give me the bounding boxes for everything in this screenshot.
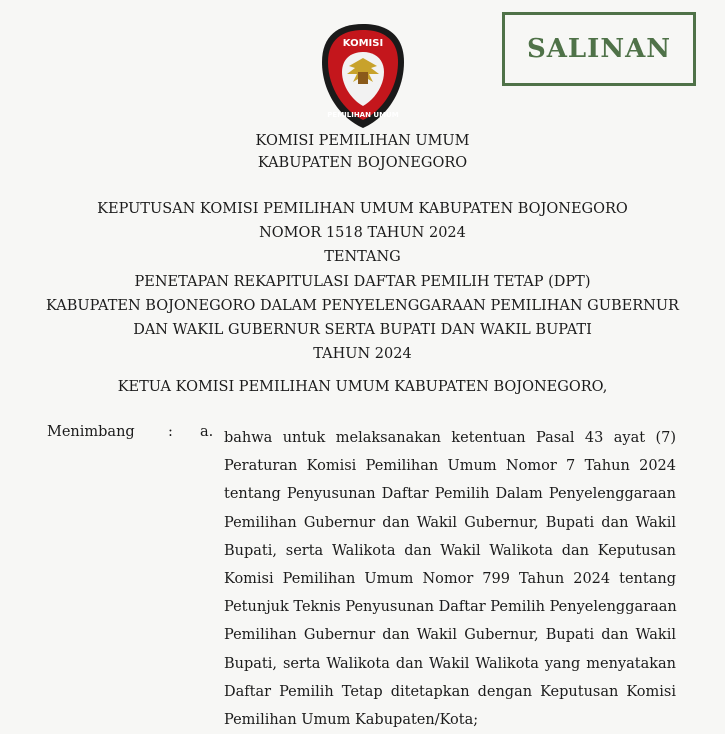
- decree-subject-line: KABUPATEN BOJONEGORO DALAM PENYELENGGARAAN PEMILIHAN GUBERNUR: [46, 297, 679, 314]
- paragraph-line: Peraturan Komisi Pemilihan Umum Nomor 7 Tahun 2024: [224, 458, 676, 475]
- considering-label: Menimbang: [47, 424, 135, 440]
- chair-heading: KETUA KOMISI PEMILIHAN UMUM KABUPATEN BOJONEGORO,: [117, 379, 608, 395]
- paragraph-line: tentang Penyusunan Daftar Pemilih Dalam Penyelenggaraan: [224, 486, 676, 503]
- paragraph-line: Komisi Pemilihan Umum Nomor 799 Tahun 2024 tentang: [224, 571, 676, 588]
- paragraph-line: Pemilihan Gubernur dan Wakil Gubernur, Bupati dan Wakil: [224, 627, 676, 644]
- decree-about: TENTANG: [324, 249, 401, 266]
- decree-subject-line: DAN WAKIL GUBERNUR SERTA BUPATI DAN WAKIL BUPATI: [133, 322, 592, 339]
- decree-subject-line: PENETAPAN REKAPITULASI DAFTAR PEMILIH TETAP (DPT): [134, 273, 591, 290]
- kpu-logo: [318, 22, 408, 130]
- paragraph-line: Daftar Pemilih Tetap ditetapkan dengan Keputusan Komisi: [224, 683, 676, 700]
- paragraph-line: bahwa untuk melaksanakan ketentuan Pasal 43 ayat (7): [224, 430, 676, 446]
- decree-number: NOMOR 1518 TAHUN 2024: [259, 225, 466, 242]
- decree-year: TAHUN 2024: [313, 346, 412, 363]
- decree-line: KEPUTUSAN KOMISI PEMILIHAN UMUM KABUPATEN BOJONEGORO: [97, 201, 628, 217]
- paragraph-line: Pemilihan Umum Kabupaten/Kota;: [224, 712, 479, 729]
- considering-colon: :: [168, 424, 173, 440]
- decree-title: [0, 197, 725, 366]
- kpu-emblem-icon: [318, 22, 408, 130]
- paragraph-line: Bupati, serta Walikota dan Wakil Walikota dan Keputusan: [224, 542, 676, 559]
- salinan-stamp: SALINAN: [502, 12, 696, 86]
- paragraph-line: Pemilihan Gubernur dan Wakil Gubernur, Bupati dan Wakil: [224, 514, 676, 531]
- institution-region: KABUPATEN BOJONEGORO: [257, 155, 468, 171]
- paragraph-line: Bupati, serta Walikota dan Wakil Walikota yang menyatakan: [224, 655, 676, 672]
- institution-name: KOMISI PEMILIHAN UMUM: [255, 133, 470, 149]
- paragraph-line: Petunjuk Teknis Penyusunan Daftar Pemilih Penyelenggaraan: [224, 599, 677, 616]
- item-marker: a.: [200, 424, 214, 440]
- considering-paragraph: [224, 424, 676, 734]
- logo-top-text: KOMISI: [342, 38, 384, 49]
- logo-bottom-text: PEMILIHAN UMUM: [327, 111, 399, 119]
